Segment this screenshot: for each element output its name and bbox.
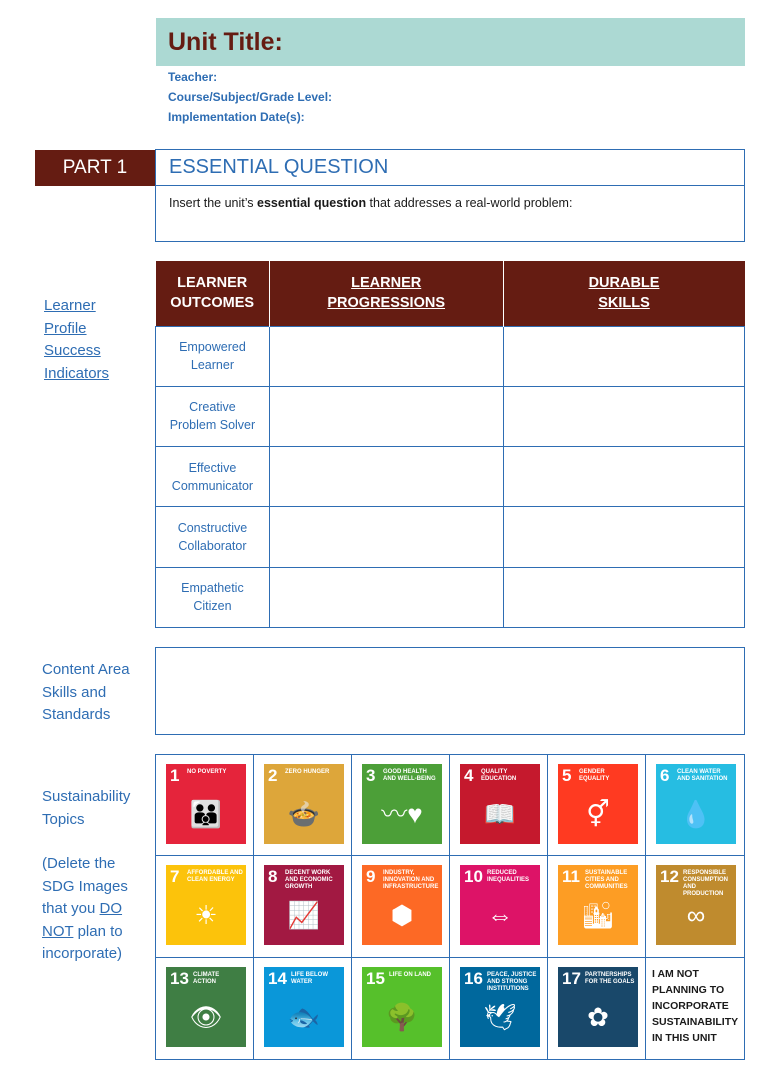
table-row <box>156 507 745 567</box>
sdg-label: AFFORDABLE AND CLEAN ENERGY <box>187 870 243 884</box>
sdg-number: 1 <box>170 766 180 785</box>
sdg-label: PEACE, JUSTICE AND STRONG INSTITUTIONS <box>487 971 537 992</box>
sdg-tile-7[interactable] <box>166 865 246 945</box>
essential-question-heading: ESSENTIAL QUESTION <box>169 156 389 178</box>
sdg-label: QUALITY EDUCATION <box>481 769 517 782</box>
sdg-tile-8[interactable] <box>264 865 344 945</box>
sdg-delete-note <box>42 853 128 966</box>
row-label-line: Learner <box>190 358 234 373</box>
sdg-label: NO POVERTY <box>187 769 227 775</box>
no-plan-line: IN THIS UNIT <box>652 1031 717 1044</box>
sustainability-label-line: Topics <box>42 810 85 828</box>
sdg-cell <box>352 856 450 957</box>
sdg-tile-14[interactable] <box>264 967 344 1047</box>
sdg-number: 4 <box>464 766 474 785</box>
sdg-cell <box>646 856 744 957</box>
sdg-tile-11[interactable] <box>558 865 638 945</box>
sdg-label: SUSTAINABLE CITIES AND COMMUNITIES <box>585 870 628 891</box>
table-header-row <box>156 261 745 326</box>
sdg-label: REDUCED INEQUALITIES <box>487 870 530 884</box>
table-row <box>156 567 745 627</box>
sdg-tile-10[interactable] <box>460 865 540 945</box>
eq-text-post: that addresses a real-world problem: <box>366 196 573 210</box>
row-label-empowered-learner <box>156 326 270 386</box>
equality-arrows-icon: ⇔ <box>487 900 513 931</box>
sun-power-icon: ☀ <box>194 900 218 931</box>
sdg-tile-5[interactable] <box>558 764 638 844</box>
no-plan-line: SUSTAINABILITY <box>652 1015 739 1028</box>
water-drop-icon: 💧 <box>679 799 713 829</box>
row-label-line: Empathetic <box>181 581 244 596</box>
learner-outcomes-table <box>155 261 745 628</box>
not-link[interactable]: NOT <box>42 922 74 940</box>
sdg-label: INDUSTRY, INNOVATION AND INFRASTRUCTURE <box>383 870 439 891</box>
sdg-label: GENDER EQUALITY <box>579 769 610 782</box>
sdg-label: ZERO HUNGER <box>285 769 330 775</box>
learner-profile-link[interactable] <box>44 295 109 385</box>
row-label-line: Empowered <box>179 340 246 355</box>
sdg-label: LIFE ON LAND <box>389 971 431 978</box>
fish-icon: 🐟 <box>287 1001 321 1032</box>
note-line <box>42 898 128 921</box>
row-label-line: Problem Solver <box>169 418 256 433</box>
progressions-cell[interactable] <box>269 507 503 567</box>
sdg-label: RESPONSIBLE CONSUMPTION AND PRODUCTION <box>683 870 728 898</box>
sdg-tile-3[interactable] <box>362 764 442 844</box>
sustainability-label-line: Sustainability <box>42 788 131 805</box>
table-row <box>156 386 745 446</box>
durable-skills-cell[interactable] <box>503 507 744 567</box>
header-line: DURABLE <box>588 275 660 292</box>
row-label-line: Creative <box>189 400 236 415</box>
sdg-tile-17[interactable] <box>558 967 638 1047</box>
sdg-number: 10 <box>464 867 483 887</box>
learner-profile-link-line: Profile <box>44 319 87 337</box>
durable-skills-cell[interactable] <box>503 386 744 446</box>
unit-title-bar <box>156 18 745 66</box>
row-label-line: Constructive <box>177 521 248 536</box>
header-learner-progressions-link[interactable] <box>269 261 503 326</box>
note-line: incorporate) <box>42 945 123 962</box>
essential-question-box <box>155 149 745 242</box>
durable-skills-cell[interactable] <box>503 447 744 507</box>
sdg-cell <box>254 958 352 1059</box>
note-line: SDG Images <box>42 877 128 895</box>
rings-flower-icon: ✿ <box>587 1001 609 1032</box>
heartbeat-icon: 〰♥ <box>381 799 423 829</box>
sdg-cell <box>352 755 450 856</box>
sdg-number: 11 <box>562 867 580 887</box>
progressions-cell[interactable] <box>269 567 503 627</box>
part-1-label: PART 1 <box>35 150 155 186</box>
table-row <box>156 326 745 386</box>
learner-profile-link-line: Learner <box>44 297 96 314</box>
content-area-label-line: Skills and <box>42 683 107 701</box>
no-plan-line: I AM NOT <box>652 967 699 980</box>
sdg-cell <box>646 958 744 1059</box>
table-row <box>156 447 745 507</box>
sdg-cell <box>156 856 254 957</box>
sdg-number: 9 <box>366 867 376 887</box>
content-area-label <box>42 659 130 727</box>
header-line: SKILLS <box>598 295 650 312</box>
sdg-tile-2[interactable] <box>264 764 344 844</box>
no-plan-line: PLANNING TO <box>652 983 725 996</box>
note-line: (Delete the <box>42 855 116 872</box>
sdg-number: 6 <box>660 766 670 785</box>
sdg-number: 13 <box>170 968 189 988</box>
sdg-tile-13[interactable] <box>166 967 246 1047</box>
durable-skills-cell[interactable] <box>503 326 744 386</box>
sdg-tile-16[interactable] <box>460 967 540 1047</box>
infinity-loop-icon: ∞ <box>686 900 706 931</box>
sdg-tile-6[interactable] <box>656 764 736 844</box>
sdg-label: GOOD HEALTH AND WELL-BEING <box>383 769 436 782</box>
learner-profile-link-line: Indicators <box>44 364 110 382</box>
sustainability-label <box>42 786 130 831</box>
header-learner-outcomes <box>156 261 270 326</box>
content-area-label-line: Content Area <box>42 661 130 678</box>
sdg-number: 7 <box>170 867 180 887</box>
note-text: that you <box>42 900 100 917</box>
sdg-number: 2 <box>268 766 278 785</box>
teacher-label: Teacher: <box>168 70 218 84</box>
content-area-label-line: Standards <box>42 706 111 723</box>
sdg-cell <box>156 755 254 856</box>
content-area-field[interactable] <box>155 647 745 735</box>
sdg-label: CLIMATE ACTION <box>193 971 220 985</box>
row-label-line: Communicator <box>171 478 254 493</box>
sdg-label: LIFE BELOW WATER <box>291 971 328 985</box>
growth-chart-icon: 📈 <box>287 900 321 931</box>
header-line: LEARNER <box>177 275 248 292</box>
sdg-cell <box>450 755 548 856</box>
eq-text-bold: essential question <box>257 196 367 210</box>
sdg-number: 14 <box>268 968 287 988</box>
sdg-cell <box>548 856 646 957</box>
note-text: plan to <box>73 922 123 940</box>
row-label-effective-communicator <box>156 447 270 507</box>
sdg-number: 15 <box>366 968 385 988</box>
sdg-number: 12 <box>660 867 679 887</box>
no-sustainability-option[interactable] <box>652 966 738 1046</box>
row-label-line: Effective <box>188 460 237 475</box>
sdg-grid <box>155 754 745 1060</box>
sdg-cell <box>646 755 744 856</box>
sdg-cell <box>254 755 352 856</box>
sdg-tile-15[interactable] <box>362 967 442 1047</box>
sdg-cell <box>450 958 548 1059</box>
row-label-creative-problem-solver <box>156 386 270 446</box>
book-icon: 📖 <box>483 799 517 829</box>
header-line: LEARNER <box>351 275 422 292</box>
sdg-label: PARTNERSHIPS FOR THE GOALS <box>585 971 635 985</box>
header-line: OUTCOMES <box>170 295 255 312</box>
sdg-number: 17 <box>562 968 581 988</box>
learner-profile-link-line: Success <box>44 342 101 359</box>
no-plan-line: INCORPORATE <box>652 999 729 1012</box>
sdg-label: CLEAN WATER AND SANITATION <box>677 769 728 782</box>
sdg-number: 8 <box>268 867 278 887</box>
sdg-cell <box>352 958 450 1059</box>
durable-skills-cell[interactable] <box>503 567 744 627</box>
gender-equality-icon: ⚥ <box>586 799 610 829</box>
unit-title: Unit Title: <box>168 28 283 56</box>
header-line: PROGRESSIONS <box>327 295 446 312</box>
sdg-tile-9[interactable] <box>362 865 442 945</box>
course-label: Course/Subject/Grade Level: <box>168 90 333 104</box>
bowl-icon: 🍲 <box>287 799 321 829</box>
row-label-empathetic-citizen <box>156 567 270 627</box>
do-link[interactable]: DO <box>99 900 123 917</box>
sdg-label: DECENT WORK AND ECONOMIC GROWTH <box>285 870 333 891</box>
sdg-number: 16 <box>464 968 483 988</box>
progressions-cell[interactable] <box>269 386 503 446</box>
eye-globe-icon: 👁 <box>189 1001 223 1032</box>
essential-question-header <box>156 150 744 186</box>
row-label-line: Citizen <box>193 599 232 614</box>
row-label-constructive-collaborator <box>156 507 270 567</box>
implementation-date-label: Implementation Date(s): <box>168 110 305 124</box>
eq-text-pre: Insert the unit’s <box>169 196 258 210</box>
cubes-icon: ⬢ <box>390 900 414 931</box>
sdg-cell <box>156 958 254 1059</box>
sdg-cell <box>548 958 646 1059</box>
sdg-tile-4[interactable] <box>460 764 540 844</box>
family-icon: 👪 <box>189 799 223 829</box>
progressions-cell[interactable] <box>269 326 503 386</box>
city-buildings-icon: 🏙 <box>581 900 615 931</box>
sdg-cell <box>450 856 548 957</box>
sdg-number: 3 <box>366 766 376 785</box>
sdg-number: 5 <box>562 766 572 785</box>
tree-icon: 🌳 <box>385 1001 419 1032</box>
sdg-tile-1[interactable] <box>166 764 246 844</box>
dove-icon: 🕊 <box>483 1001 517 1032</box>
row-label-line: Collaborator <box>178 539 247 554</box>
sdg-tile-12[interactable] <box>656 865 736 945</box>
note-line <box>42 921 128 944</box>
essential-question-field[interactable] <box>169 196 572 210</box>
header-durable-skills-link[interactable] <box>503 261 744 326</box>
sdg-cell <box>548 755 646 856</box>
sdg-cell <box>254 856 352 957</box>
progressions-cell[interactable] <box>269 447 503 507</box>
